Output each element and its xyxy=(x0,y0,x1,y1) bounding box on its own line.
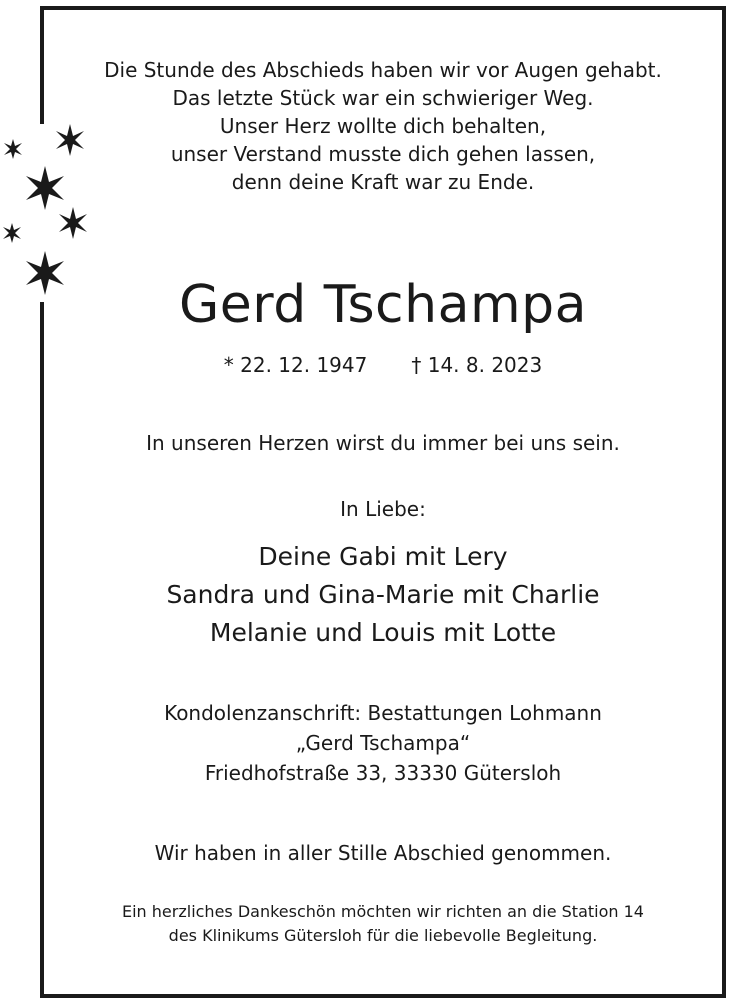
condolence-address xyxy=(44,698,722,788)
life-dates xyxy=(44,350,722,380)
family-member: Sandra und Gina-Marie mit Charlie xyxy=(166,580,600,609)
condolence-line: Friedhofstraße 33, 33330 Gütersloh xyxy=(204,761,562,785)
poem-line: Die Stunde des Abschieds haben wir vor Augen gehabt. xyxy=(104,58,662,82)
family-member: Deine Gabi mit Lery xyxy=(258,542,508,571)
star-icon xyxy=(4,139,22,159)
memorial-quote: In unseren Herzen wirst du immer bei uns sein. xyxy=(146,431,620,455)
poem-line: Das letzte Stück war ein schwieriger Weg. xyxy=(172,86,594,110)
star-icon xyxy=(3,223,21,243)
farewell-poem xyxy=(44,56,722,196)
frame-top-border xyxy=(40,6,726,10)
family-member: Melanie und Louis mit Lotte xyxy=(209,618,557,647)
death-date: † 14. 8. 2023 xyxy=(411,353,543,377)
poem-line: Unser Herz wollte dich behalten, xyxy=(219,114,547,138)
farewell-note: Wir haben in aller Stille Abschied genommen. xyxy=(154,841,612,865)
condolence-line: Kondolenzanschrift: Bestattungen Lohmann xyxy=(164,701,602,725)
love-intro: In Liebe: xyxy=(340,497,426,521)
deceased-name: Gerd Tschampa xyxy=(179,275,587,335)
star-icon xyxy=(59,207,87,239)
frame-right-border xyxy=(722,6,726,998)
thanks-note xyxy=(44,900,722,948)
family-list xyxy=(44,538,722,652)
thanks-line: Ein herzliches Dankeschön möchten wir richten an die Station 14 xyxy=(122,902,644,921)
birth-date: * 22. 12. 1947 xyxy=(223,353,368,377)
thanks-line: des Klinikums Gütersloh für die liebevolle Begleitung. xyxy=(168,926,598,945)
frame-bottom-border xyxy=(40,994,726,998)
poem-line: unser Verstand musste dich gehen lassen, xyxy=(170,142,596,166)
condolence-line: „Gerd Tschampa“ xyxy=(295,731,471,755)
poem-line: denn deine Kraft war zu Ende. xyxy=(231,170,535,194)
